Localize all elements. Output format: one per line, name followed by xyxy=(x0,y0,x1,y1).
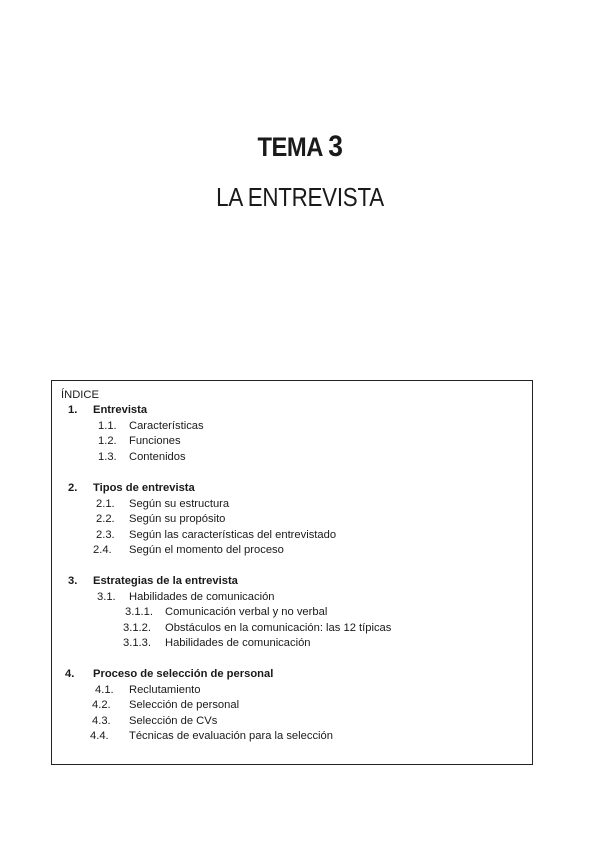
item-number: 4.2. xyxy=(92,699,111,711)
item-number: 2.2. xyxy=(96,513,115,525)
item-number: 4.3. xyxy=(92,715,111,727)
item-title: Reclutamiento xyxy=(129,684,201,696)
item-title: Funciones xyxy=(129,435,181,447)
item-number: 1.2. xyxy=(98,435,117,447)
item-title: Características xyxy=(129,420,204,432)
item-number: 2.3. xyxy=(96,529,115,541)
item-title: Habilidades de comunicación xyxy=(129,591,275,603)
tema-label: TEMA xyxy=(257,132,323,162)
item-number: 1.3. xyxy=(98,451,117,463)
index-box xyxy=(51,380,533,765)
item-number: 4.4. xyxy=(90,730,109,742)
subitem-title: Comunicación verbal y no verbal xyxy=(165,606,328,618)
subitem-title: Obstáculos en la comunicación: las 12 típicas xyxy=(165,622,392,634)
tema-number: 3 xyxy=(328,130,343,163)
item-title: Según su estructura xyxy=(129,498,230,510)
subitem-number: 3.1.2. xyxy=(123,622,151,634)
item-title: Según su propósito xyxy=(129,513,226,525)
subitem-number: 3.1.1. xyxy=(125,606,153,618)
item-title: Selección de personal xyxy=(129,699,240,711)
section-number: 3. xyxy=(68,575,78,587)
section-number: 2. xyxy=(68,482,78,494)
item-title: Según las características del entrevistado xyxy=(129,529,337,541)
section-title: Proceso de selección de personal xyxy=(93,668,274,680)
item-title: Según el momento del proceso xyxy=(129,544,284,556)
item-number: 2.4. xyxy=(93,544,112,556)
page-subtitle: LA ENTREVISTA xyxy=(216,182,384,212)
item-number: 1.1. xyxy=(98,420,117,432)
section-number: 1. xyxy=(68,404,78,416)
item-title: Contenidos xyxy=(129,451,186,463)
section-title: Entrevista xyxy=(93,404,148,416)
section-title: Tipos de entrevista xyxy=(93,482,195,494)
item-number: 4.1. xyxy=(95,684,114,696)
page-title xyxy=(36,130,564,164)
index-heading: ÍNDICE xyxy=(61,389,99,401)
subitem-title: Habilidades de comunicación xyxy=(165,637,311,649)
item-title: Técnicas de evaluación para la selección xyxy=(129,730,333,742)
item-title: Selección de CVs xyxy=(129,715,218,727)
subitem-number: 3.1.3. xyxy=(123,637,151,649)
item-number: 3.1. xyxy=(97,591,116,603)
section-number: 4. xyxy=(65,668,75,680)
section-title: Estrategias de la entrevista xyxy=(93,575,238,587)
item-number: 2.1. xyxy=(96,498,115,510)
